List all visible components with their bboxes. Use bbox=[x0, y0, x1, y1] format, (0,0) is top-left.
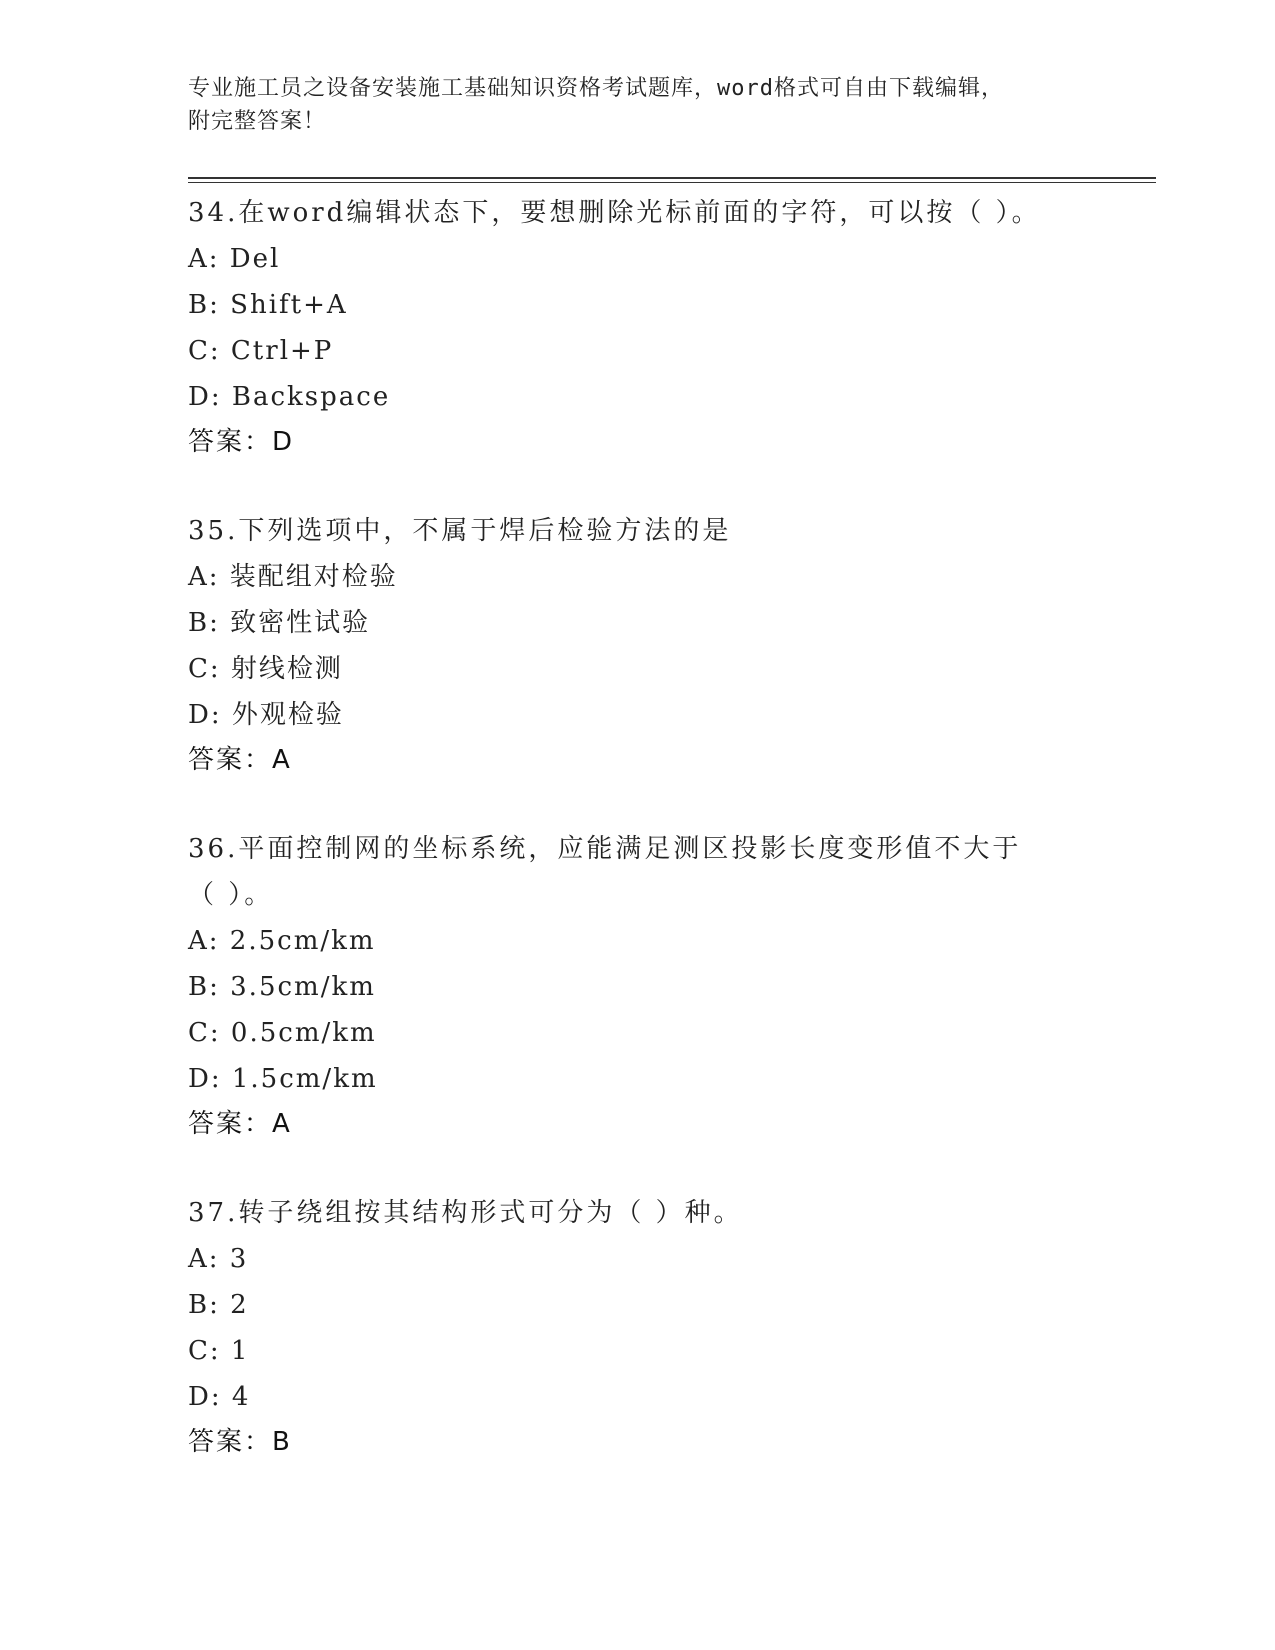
question-list bbox=[188, 190, 1088, 1508]
option-a: A: 3 bbox=[188, 1244, 249, 1274]
question-stem: 35.下列选项中，不属于焊后检验方法的是 bbox=[188, 516, 732, 546]
option-c: C: 射线检测 bbox=[188, 654, 343, 684]
option-c: C: Ctrl+P bbox=[188, 336, 334, 366]
option-a: A: 装配组对检验 bbox=[188, 562, 398, 592]
option-b: B: 3.5cm/km bbox=[188, 972, 376, 1002]
question-stem: 34.在word编辑状态下，要想删除光标前面的字符，可以按（ ）。 bbox=[188, 198, 1041, 228]
option-d: D: 4 bbox=[188, 1382, 251, 1412]
question-36 bbox=[188, 826, 1088, 1146]
answer-line: 答案：A bbox=[188, 745, 292, 775]
option-a: A: 2.5cm/km bbox=[188, 926, 376, 956]
header-line-2: 附完整答案！ bbox=[188, 109, 327, 134]
answer-line: 答案：B bbox=[188, 1427, 292, 1457]
option-b: B: 2 bbox=[188, 1290, 249, 1320]
option-d: D: Backspace bbox=[188, 382, 391, 412]
option-c: C: 0.5cm/km bbox=[188, 1018, 377, 1048]
option-d: D: 外观检验 bbox=[188, 700, 344, 730]
option-d: D: 1.5cm/km bbox=[188, 1064, 378, 1094]
header-line-1: 专业施工员之设备安装施工基础知识资格考试题库，word格式可自由下载编辑， bbox=[188, 76, 1004, 101]
option-c: C: 1 bbox=[188, 1336, 250, 1366]
answer-line: 答案：D bbox=[188, 427, 295, 457]
question-stem: 37.转子绕组按其结构形式可分为（ ）种。 bbox=[188, 1198, 743, 1228]
question-34 bbox=[188, 190, 1088, 464]
question-stem: 36.平面控制网的坐标系统，应能满足测区投影长度变形值不大于（ ）。 bbox=[188, 834, 1022, 910]
question-37 bbox=[188, 1190, 1088, 1464]
document-header bbox=[188, 72, 1068, 138]
header-divider bbox=[188, 177, 1156, 185]
option-b: B: Shift+A bbox=[188, 290, 348, 320]
option-b: B: 致密性试验 bbox=[188, 608, 371, 638]
option-a: A: Del bbox=[188, 244, 281, 274]
answer-line: 答案：A bbox=[188, 1109, 292, 1139]
question-35 bbox=[188, 508, 1088, 782]
